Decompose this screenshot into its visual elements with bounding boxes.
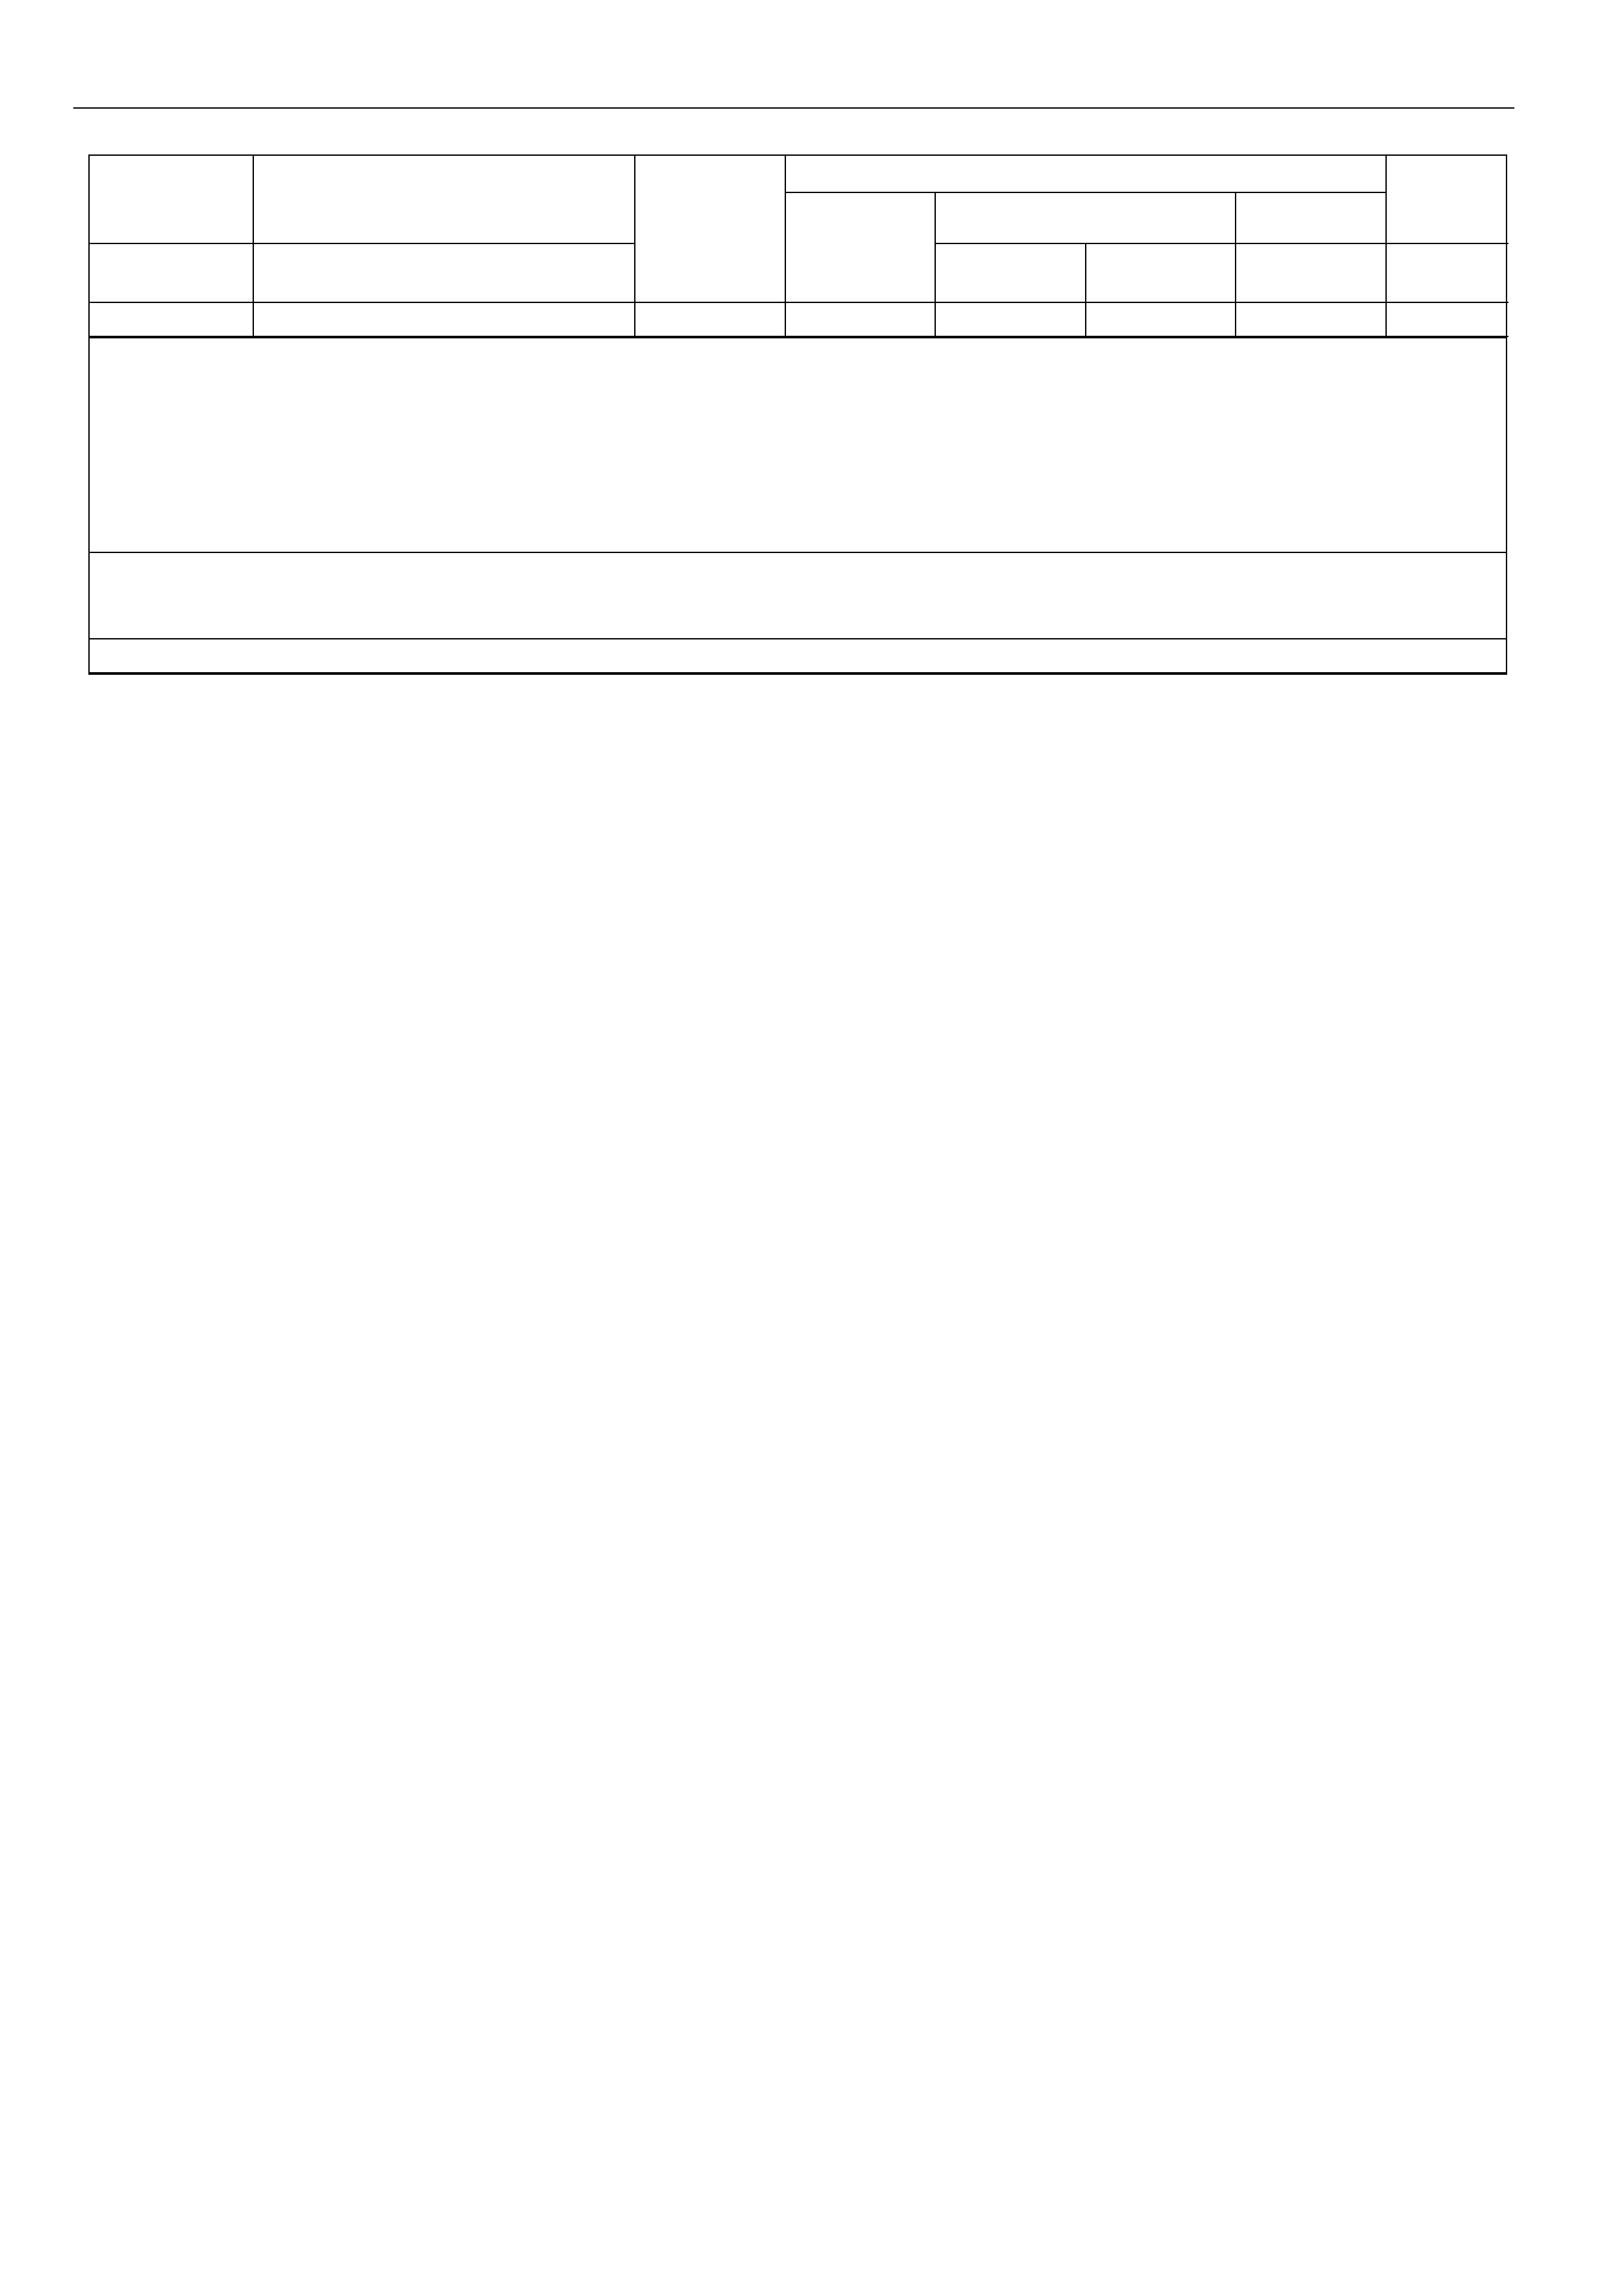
column-number xyxy=(785,302,935,336)
table-52-heading xyxy=(90,467,1506,552)
header-machines-total xyxy=(935,243,1086,302)
table-53-body xyxy=(90,638,1506,673)
group-subtitle xyxy=(90,639,1506,673)
header-name-works xyxy=(253,156,635,243)
running-header xyxy=(73,73,1514,109)
column-number xyxy=(635,302,785,336)
header-materials-unaccounted xyxy=(1236,243,1386,302)
column-numbers-row xyxy=(90,302,1508,336)
column-number xyxy=(1236,302,1386,336)
header-num-rates xyxy=(90,156,253,243)
header-labor-costs xyxy=(1386,156,1508,243)
header-direct-costs xyxy=(635,156,785,302)
header-codes-unaccounted xyxy=(90,243,253,302)
column-number xyxy=(1386,302,1508,336)
column-number xyxy=(935,302,1086,336)
header-mass xyxy=(1386,243,1508,302)
table-53-heading xyxy=(90,553,1506,638)
header-labor-pay xyxy=(785,192,935,302)
column-number xyxy=(90,302,253,336)
section-title xyxy=(90,338,1506,467)
column-number xyxy=(253,302,635,336)
section-block xyxy=(90,337,1506,552)
table-53-block xyxy=(90,552,1506,638)
header-materials xyxy=(1236,192,1386,243)
rates-table xyxy=(88,154,1507,675)
column-header-table xyxy=(90,156,1508,337)
group-subtitle-row xyxy=(90,639,1506,673)
header-incl xyxy=(785,156,1386,192)
header-machines-drivers xyxy=(1086,243,1236,302)
header-name-unaccounted xyxy=(253,243,635,302)
header-machines xyxy=(935,192,1236,243)
column-number xyxy=(1086,302,1236,336)
